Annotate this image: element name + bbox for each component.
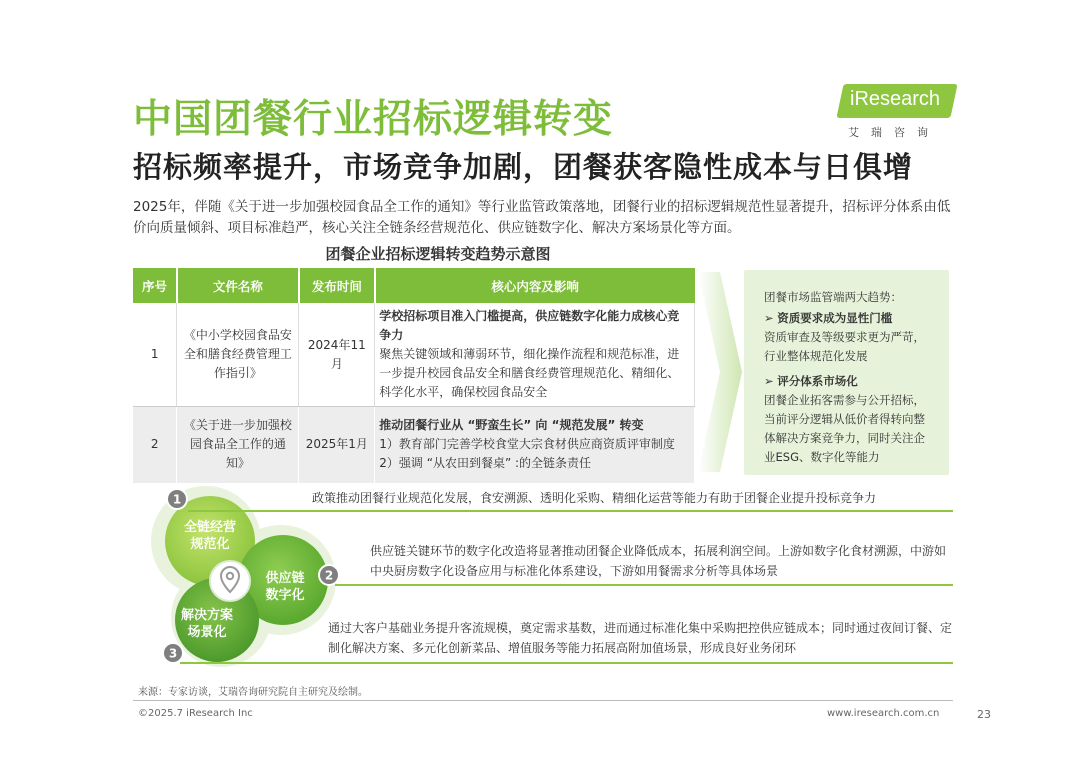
policy-table bbox=[133, 268, 695, 483]
driver-1-text: 政策推动团餐行业规范化发展，食安溯源、透明化采购、精细化运营等能力有助于团餐企业提升投标竞争力 bbox=[312, 491, 877, 505]
trend-item bbox=[764, 372, 936, 391]
table-row bbox=[133, 407, 695, 483]
trend-item-text: 资质审查及等级要求更为严苛，行业整体规范化发展 bbox=[764, 330, 925, 363]
driver-3-line bbox=[180, 662, 953, 664]
driver-2-text: 供应链关键环节的数字化改造将显著推动团餐企业降低成本，拓展利润空间。上游如数字化食材溯源，中游如中央厨房数字化设备应用与标准化体系建设，下游如用餐需求分析等具体场景 bbox=[370, 544, 947, 578]
circle-3-label-l1: 解决方案 bbox=[180, 608, 234, 623]
driver-1-line bbox=[188, 510, 953, 512]
triangle-bullet-icon: ➢ bbox=[764, 374, 778, 388]
row-date: 2024年11月 bbox=[299, 303, 375, 407]
row-content bbox=[375, 407, 695, 483]
trend-item-title: 资质要求成为显性门槛 bbox=[777, 311, 893, 325]
row-headline: 学校招标项目准入门槛提高，供应链数字化能力成核心竞争力 bbox=[379, 309, 680, 342]
svg-text:1: 1 bbox=[172, 492, 182, 507]
circle-2-label-l2: 数字化 bbox=[265, 588, 305, 603]
table-row bbox=[133, 303, 695, 407]
trend-item-text: 团餐企业拓客需参与公开招标，当前评分逻辑从低价者得转向整体解决方案竞争力，同时关注企业ESG、数字化等能力 bbox=[764, 393, 925, 464]
page-number: 23 bbox=[977, 708, 991, 721]
col-header-date: 发布时间 bbox=[299, 268, 375, 303]
diagram-title: 团餐企业招标逻辑转变趋势示意图 bbox=[325, 245, 551, 263]
iresearch-logo bbox=[840, 84, 958, 142]
source-note: 来源：专家访谈，艾瑞咨询研究院自主研究及绘制。 bbox=[138, 687, 368, 698]
col-header-no: 序号 bbox=[133, 268, 177, 303]
row-doc-name: 《中小学校园食品安全和膳食经费管理工作指引》 bbox=[177, 303, 299, 407]
row-doc-name: 《关于进一步加强校园食品全工作的通知》 bbox=[177, 407, 299, 483]
number-badge-3 bbox=[163, 643, 183, 663]
logo-cn: 艾瑞咨询 bbox=[848, 126, 940, 139]
row-body-line: 2）强调 “从农田到餐桌” :的全链条责任 bbox=[379, 456, 592, 471]
footer-divider bbox=[133, 700, 953, 701]
row-body-line: 1）教育部门完善学校食堂大宗食材供应商资质评审制度 bbox=[379, 437, 675, 452]
trend-box bbox=[744, 270, 949, 475]
svg-text:2: 2 bbox=[324, 568, 334, 583]
trend-item bbox=[764, 309, 936, 328]
row-no: 2 bbox=[133, 407, 177, 483]
row-no: 1 bbox=[133, 303, 177, 407]
logo-text: iResearch bbox=[850, 88, 941, 110]
number-badge-2 bbox=[319, 565, 339, 585]
svg-text:3: 3 bbox=[168, 646, 178, 661]
driver-2-line bbox=[335, 584, 953, 586]
col-header-content: 核心内容及影响 bbox=[375, 268, 695, 303]
page-title: 中国团餐行业招标逻辑转变 bbox=[133, 97, 614, 142]
trend-item-title: 评分体系市场化 bbox=[777, 374, 858, 388]
row-date: 2025年1月 bbox=[299, 407, 375, 483]
footer-url: www.iresearch.com.cn bbox=[827, 708, 940, 719]
circle-2-label-l1: 供应链 bbox=[265, 571, 305, 586]
col-header-name: 文件名称 bbox=[177, 268, 299, 303]
triangle-bullet-icon: ➢ bbox=[764, 311, 778, 325]
row-content bbox=[375, 303, 695, 407]
number-badge-1 bbox=[167, 489, 187, 509]
intro-paragraph: 2025年，伴随《关于进一步加强校园食品全工作的通知》等行业监管政策落地，团餐行业的招标逻辑规范性显著提升，招标评分体系由低价向质量倾斜、项目标准趋严，核心关注全链条经营规范化、供应链数字化、解决方案场景化等方面。 bbox=[133, 199, 951, 236]
row-body: 聚焦关键领域和薄弱环节，细化操作流程和规范标准，进一步提升校园食品安全和膳食经费管理规范化、精细化、科学化水平，确保校园食品安全 bbox=[379, 347, 680, 399]
circle-1-label-l2: 规范化 bbox=[190, 537, 230, 552]
row-headline: 推动团餐行业从 “野蛮生长” 向 “规范发展” 转变 bbox=[379, 418, 644, 433]
page-subtitle: 招标频率提升，市场竞争加剧，团餐获客隐性成本与日俱增 bbox=[133, 150, 914, 184]
driver-3-text: 通过大客户基础业务提升客流规模，奠定需求基数，进而通过标准化集中采购把控供应链成本；同时通过夜间订餐、定制化解决方案、多元化创新菜品、增值服务等能力拓展高附加值场景，形成良好业务闭环 bbox=[328, 621, 953, 655]
footer-copyright: ©2025.7 iResearch Inc bbox=[138, 708, 253, 719]
chevron-right-arrow bbox=[694, 268, 746, 476]
circle-1-label-l1: 全链经营 bbox=[183, 520, 237, 535]
circle-3-label-l2: 场景化 bbox=[187, 625, 227, 640]
trend-heading: 团餐市场监管端两大趋势： bbox=[764, 290, 902, 304]
